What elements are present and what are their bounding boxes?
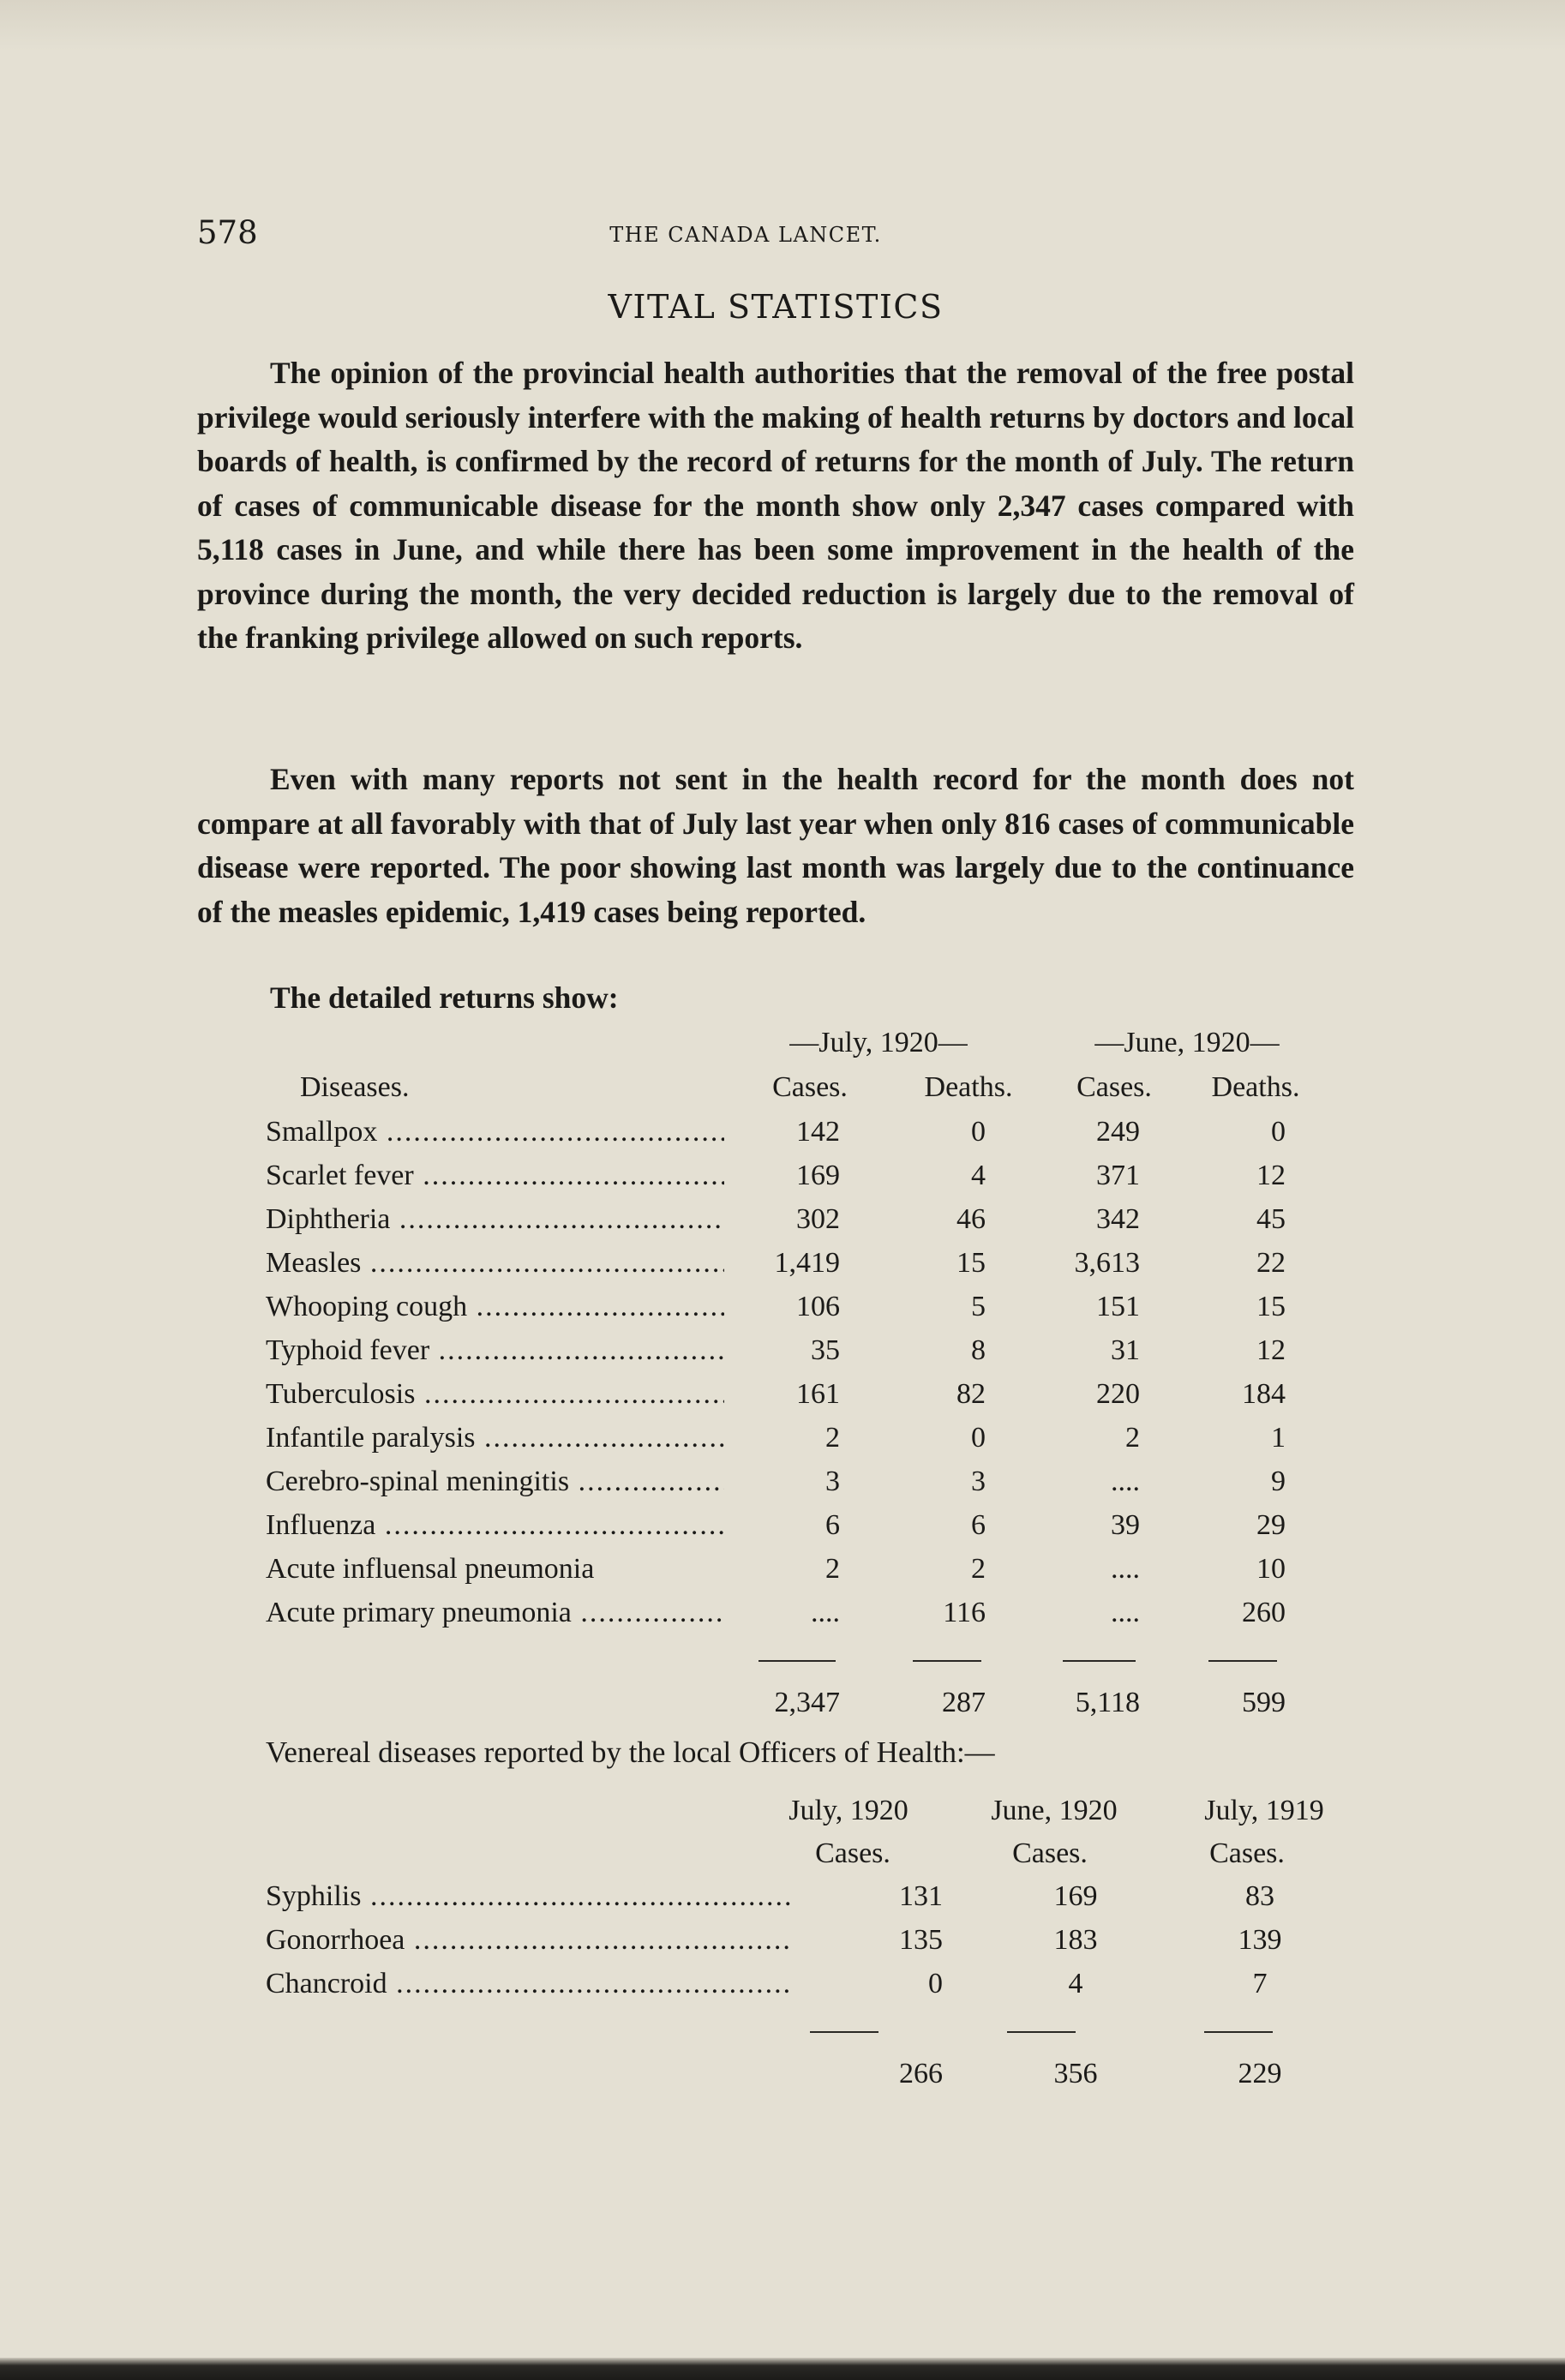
- scan-bottom-edge: [0, 2358, 1565, 2380]
- col-header-cases: Cases.: [1012, 1837, 1088, 1869]
- jun-deaths: 10: [1256, 1553, 1286, 1585]
- table-row: [0, 1460, 1565, 1503]
- jul-deaths: 2: [971, 1553, 986, 1585]
- disease-name: Gonorrhoea .....: [266, 1919, 793, 1962]
- jul-cases: 2: [825, 1422, 840, 1454]
- table-row: [0, 1286, 1565, 1328]
- jul-cases: 302: [796, 1203, 840, 1235]
- col-header-diseases: Diseases.: [300, 1071, 410, 1103]
- jul-cases: 1,419: [774, 1247, 840, 1279]
- col-header-jul-deaths: Deaths.: [924, 1071, 1013, 1103]
- disease-name: Acute influensal pneumonia: [266, 1553, 595, 1585]
- table-row: [0, 1504, 1565, 1547]
- total-jun-1920: 356: [1053, 2058, 1098, 2089]
- jun-cases: ....: [1111, 1553, 1140, 1585]
- table-row: [0, 1548, 1565, 1591]
- table-row: [0, 1592, 1565, 1634]
- disease-name: Cerebro-spinal meningitis .....: [266, 1460, 724, 1503]
- jun-deaths: 184: [1242, 1378, 1286, 1410]
- jul-1919-cases: 139: [1238, 1924, 1282, 1956]
- jun-deaths: 12: [1256, 1334, 1286, 1366]
- table-row: [0, 1242, 1565, 1285]
- disease-name: Influenza .....: [266, 1504, 724, 1547]
- jun-1920-cases: 183: [1053, 1924, 1098, 1956]
- jun-cases: 249: [1096, 1116, 1140, 1148]
- period-header-june-1920: —June, 1920—: [1094, 1027, 1280, 1058]
- jun-deaths: 9: [1271, 1466, 1286, 1497]
- jul-deaths: 46: [956, 1203, 986, 1235]
- page-top-shade: [0, 0, 1565, 51]
- jul-1919-cases: 83: [1245, 1880, 1274, 1912]
- jun-1920-cases: 169: [1053, 1880, 1098, 1912]
- jun-cases: ....: [1111, 1466, 1140, 1497]
- jul-cases: 169: [796, 1160, 840, 1191]
- disease-name: Typhoid fever .....: [266, 1329, 724, 1372]
- period-header-july-1920: July, 1920: [788, 1795, 908, 1826]
- returns-period-header-row: [0, 1022, 1565, 1064]
- table-row: [0, 1329, 1565, 1372]
- jul-1920-cases: 131: [899, 1880, 943, 1912]
- jul-deaths: 82: [956, 1378, 986, 1410]
- jun-deaths: 260: [1242, 1597, 1286, 1628]
- table-row: [0, 1373, 1565, 1416]
- table-row: [0, 1111, 1565, 1154]
- disease-name: Measles .....: [266, 1242, 724, 1285]
- returns-column-header-row: [0, 1066, 1565, 1109]
- total-rule: [759, 1660, 836, 1662]
- returns-intro-text: The detailed returns show:: [270, 980, 619, 1015]
- col-header-cases: Cases.: [815, 1837, 890, 1869]
- venereal-column-header-row: [0, 1832, 1565, 1875]
- total-jul-cases: 2,347: [774, 1687, 840, 1718]
- jul-cases: 161: [796, 1378, 840, 1410]
- paragraph-1: [197, 351, 1354, 661]
- venereal-intro: Venereal diseases reported by the local Officers of Health:—: [266, 1736, 995, 1769]
- total-jun-deaths: 599: [1242, 1687, 1286, 1718]
- disease-name: Scarlet fever .....: [266, 1154, 724, 1197]
- jul-deaths: 6: [971, 1509, 986, 1541]
- table-row: [0, 1875, 1565, 1918]
- paragraph-text: The opinion of the provincial health authorities that the removal of the free postal privilege would seriously interfere with the making of health returns by doctors and local boards of health, is confirmed by the record of returns for the month of July. The return of cases of communicable disease for the month show only 2,347 cases compared with 5,118 cases in June, and while there has been some improvement in the health of the province during the month, the very decided reduction is largely due to the removal of the franking privilege allowed on such reports.: [197, 356, 1354, 655]
- jun-deaths: 45: [1256, 1203, 1286, 1235]
- paragraph-text: Even with many reports not sent in the health record for the month does not compare at all favorably with that of July last year when only 816 cases of communicable disease were reported. The poor showing last month was largely due to the continuance of the measles epidemic, 1,419 cases being reported.: [197, 762, 1354, 929]
- jun-cases: 151: [1096, 1291, 1140, 1322]
- total-jun-cases: 5,118: [1075, 1687, 1140, 1718]
- jul-cases: ....: [811, 1597, 840, 1628]
- jul-1920-cases: 135: [899, 1924, 943, 1956]
- venereal-period-header-row: [0, 1789, 1565, 1832]
- jul-deaths: 4: [971, 1160, 986, 1191]
- jun-cases: 3,613: [1074, 1247, 1140, 1279]
- table-row: [0, 1154, 1565, 1197]
- table-row: [0, 1919, 1565, 1962]
- total-jul-deaths: 287: [942, 1687, 986, 1718]
- jun-cases: 2: [1125, 1422, 1140, 1454]
- total-rule: [1204, 2031, 1273, 2033]
- jul-deaths: 8: [971, 1334, 986, 1366]
- col-header-jun-cases: Cases.: [1076, 1071, 1152, 1103]
- jul-deaths: 5: [971, 1291, 986, 1322]
- jun-deaths: 29: [1256, 1509, 1286, 1541]
- running-title: THE CANADA LANCET.: [609, 223, 882, 247]
- total-rule: [1007, 2031, 1076, 2033]
- jul-1920-cases: 0: [928, 1968, 943, 1999]
- jul-deaths: 0: [971, 1116, 986, 1148]
- disease-name: Whooping cough .....: [266, 1286, 724, 1328]
- jun-deaths: 12: [1256, 1160, 1286, 1191]
- period-header-july-1919: July, 1919: [1204, 1795, 1324, 1826]
- disease-name: Infantile paralysis .....: [266, 1417, 724, 1460]
- disease-name: Diphtheria .....: [266, 1198, 724, 1241]
- jul-deaths: 116: [943, 1597, 986, 1628]
- jul-cases: 35: [811, 1334, 840, 1366]
- jun-deaths: 22: [1256, 1247, 1286, 1279]
- table-row: [0, 1963, 1565, 2005]
- jul-deaths: 15: [956, 1247, 986, 1279]
- jul-1919-cases: 7: [1252, 1968, 1268, 1999]
- jul-cases: 2: [825, 1553, 840, 1585]
- jun-cases: 371: [1096, 1160, 1140, 1191]
- total-rule: [913, 1660, 981, 1662]
- page-header: [197, 214, 1354, 257]
- disease-name: Smallpox .....: [266, 1111, 724, 1154]
- col-header-cases: Cases.: [1209, 1837, 1285, 1869]
- jun-cases: 342: [1096, 1203, 1140, 1235]
- period-header-june-1920: June, 1920: [991, 1795, 1118, 1826]
- table-row: [0, 1198, 1565, 1241]
- col-header-jul-cases: Cases.: [772, 1071, 848, 1103]
- jun-deaths: 0: [1271, 1116, 1286, 1148]
- jul-cases: 106: [796, 1291, 840, 1322]
- jun-deaths: 15: [1256, 1291, 1286, 1322]
- col-header-jun-deaths: Deaths.: [1211, 1071, 1300, 1103]
- period-header-july-1920: —July, 1920—: [789, 1027, 968, 1058]
- jul-deaths: 3: [971, 1466, 986, 1497]
- page-number: 578: [197, 214, 258, 251]
- total-jul-1920: 266: [899, 2058, 943, 2089]
- total-jul-1919: 229: [1238, 2058, 1282, 2089]
- jun-deaths: 1: [1271, 1422, 1286, 1454]
- disease-name: Acute primary pneumonia .....: [266, 1592, 724, 1634]
- returns-totals-row: [0, 1682, 1565, 1724]
- jun-cases: 220: [1096, 1378, 1140, 1410]
- jul-cases: 142: [796, 1116, 840, 1148]
- returns-intro: [197, 976, 1354, 1021]
- section-title: VITAL STATISTICS: [608, 288, 944, 326]
- paragraph-2: [197, 758, 1354, 934]
- jul-cases: 6: [825, 1509, 840, 1541]
- jun-cases: 31: [1111, 1334, 1140, 1366]
- jun-cases: 39: [1111, 1509, 1140, 1541]
- table-row: [0, 1417, 1565, 1460]
- jul-deaths: 0: [971, 1422, 986, 1454]
- jul-cases: 3: [825, 1466, 840, 1497]
- disease-name: Tuberculosis .....: [266, 1373, 724, 1416]
- total-rule: [810, 2031, 878, 2033]
- disease-name: Chancroid .....: [266, 1963, 793, 2005]
- jun-cases: ....: [1111, 1597, 1140, 1628]
- total-rule: [1208, 1660, 1277, 1662]
- jun-1920-cases: 4: [1068, 1968, 1083, 1999]
- venereal-totals-row: [0, 2053, 1565, 2095]
- disease-name: Syphilis .....: [266, 1875, 793, 1918]
- total-rule: [1063, 1660, 1136, 1662]
